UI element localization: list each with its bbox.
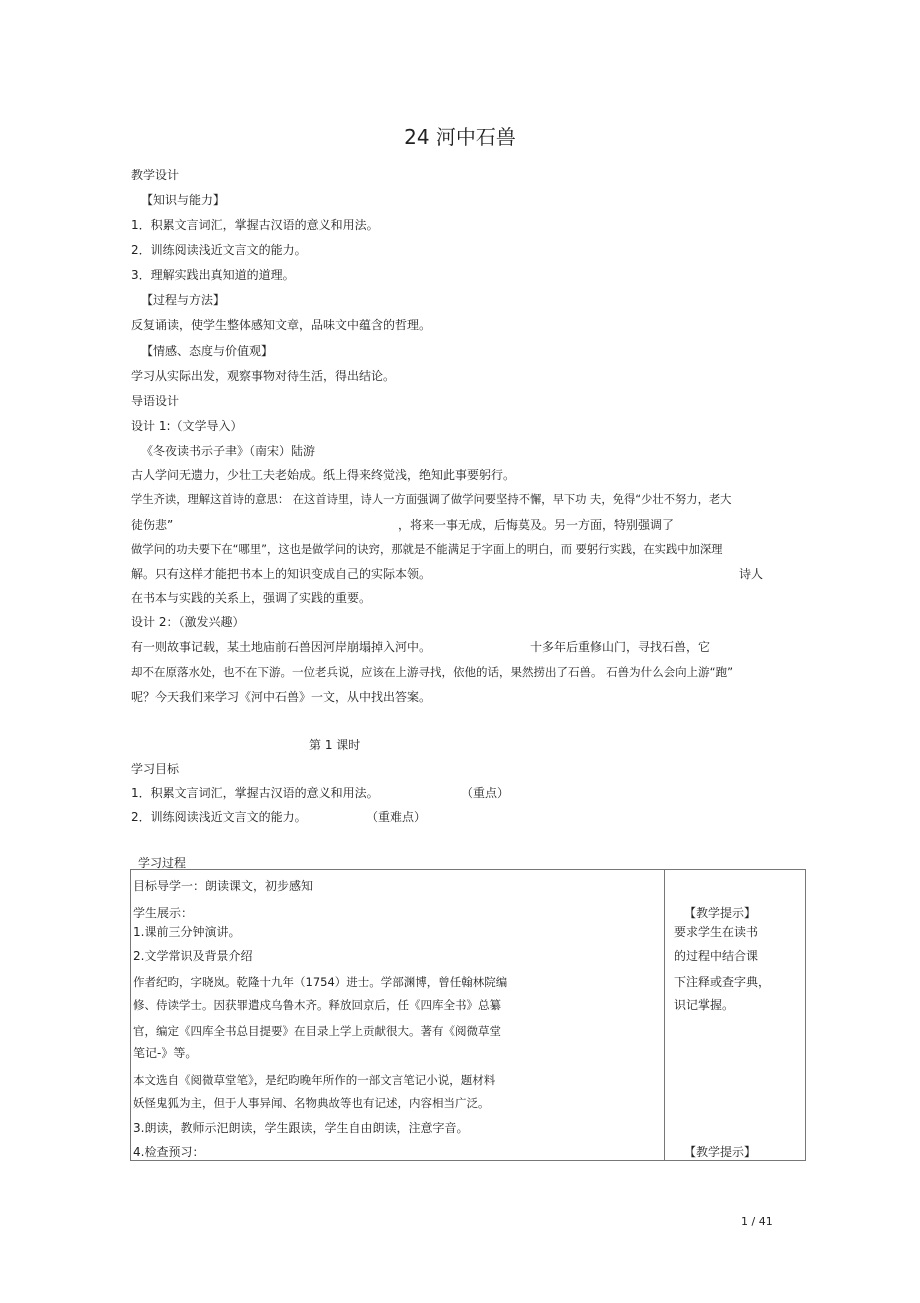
text-line: 有一则故事记载，某土地庙前石兽因河岸崩塌掉入河中。	[131, 640, 432, 654]
table-cell-text: 学生展示：	[133, 906, 194, 920]
table-cell-text: 官，编定《四库全书总目提要》在目录上学上贡献很大。著有《阅微草堂	[133, 1024, 501, 1038]
text-line: 1．积累文言词汇，掌握古汉语的意义和用法。	[131, 786, 379, 800]
text-line: 做学问的功夫要下在“哪里”，这也是做学问的诀窍，那就是不能满足于字面上的明白，而 要躬行实践，在实践中加深理	[131, 543, 723, 556]
text-line: 2．训练阅读浅近文言文的能力。	[131, 243, 307, 257]
text-line: 在书本与实践的关系上，强调了实践的重要。	[131, 591, 372, 605]
text-line: 十多年后重修山门，寻找石兽，它	[530, 640, 711, 654]
table-cell-text: 笔记-》等。	[133, 1046, 198, 1060]
lesson-heading: 第 1 课时	[309, 738, 361, 752]
text-line: 呢？今天我们来学习《河中石兽》一文，从中找出答案。	[131, 690, 432, 704]
text-line: 诗人	[739, 567, 764, 581]
text-line: （重点）	[461, 786, 510, 800]
text-line: 学习过程	[138, 856, 187, 870]
text-line: 设计 2：（激发兴趣）	[131, 615, 245, 629]
section-heading: 【情感、态度与价值观】	[141, 344, 274, 358]
text-line: 反复诵读，使学生整体感知文章，品味文中蕴含的哲理。	[131, 318, 432, 332]
table-cell-text: 1.课前三分钟演讲。	[133, 925, 241, 939]
table-cell-text: 修、侍读学士。因获罪遣戍乌鲁木齐。释放回京后，任《四库全书》总纂	[133, 998, 501, 1012]
section-heading: 【过程与方法】	[141, 293, 226, 307]
table-cell-text: 作者纪昀，字晓岚。乾隆十九年（1754）进士。学部渊博，曾任翰林院编	[133, 975, 508, 989]
text-line: 却不在原落水处，也不在下游。一位老兵说，应该在上游寻找，依他的话，果然捞出了石兽。 石兽为什么会向上游“跑”	[131, 665, 734, 679]
text-line: 2．训练阅读浅近文言文的能力。	[131, 810, 307, 824]
text-line: 学习目标	[131, 762, 180, 776]
section-heading: 【知识与能力】	[141, 193, 226, 207]
page-title: 24 河中石兽	[404, 125, 516, 149]
table-cell-text: 下注释或查字典，	[674, 975, 771, 989]
table-divider	[664, 870, 665, 1160]
table-cell-text: 3.朗读，教师示汜朗读，学生跟读，学生自由朗读，注意字音。	[133, 1121, 469, 1135]
text-line: 学生齐读，理解这首诗的意思： 在这首诗里，诗人一方面强调了做学问要坚持不懈，早下功 夫，免得“少壮不努力，老大	[131, 493, 732, 506]
text-line: 导语设计	[131, 394, 180, 408]
text-line: 设计 1:（文学导入）	[131, 419, 243, 433]
lesson-table	[130, 869, 806, 1161]
text-line: 《冬夜读书示子聿》（南宋）陆游	[141, 444, 316, 458]
text-line: 古人学问无遗力，少壮工夫老始成。纸上得来终觉浅，绝知此事要躬行。	[131, 468, 516, 482]
text-line: 教学设计	[131, 168, 180, 182]
table-cell-text: 本文选自《阅微草堂笔》，是纪昀晚年所作的一部文言笔记小说，题材料	[133, 1073, 496, 1087]
text-line: ，将来一事无成，后悔莫及。另一方面，特别强调了	[398, 518, 675, 532]
table-cell-text: 目标导学一：朗读课文，初步感知	[133, 879, 314, 893]
table-cell-text: 的过程中结合课	[674, 949, 759, 963]
table-cell-text: 要求学生在读书	[674, 925, 759, 939]
table-cell-text: 妖怪鬼狐为主，但于人事异闻、名物典故等也有记述，内容相当广泛。	[133, 1096, 490, 1110]
text-line: （重难点）	[366, 810, 427, 824]
table-cell-text: 识记掌握。	[674, 998, 735, 1012]
text-line: 1．积累文言词汇，掌握古汉语的意义和用法。	[131, 218, 379, 232]
text-line: 解。只有这样才能把书本上的知识变成自己的实际本领。	[131, 567, 432, 581]
text-line: 徒伤悲”	[131, 518, 174, 532]
page-number: 1 / 41	[741, 1215, 773, 1228]
teaching-tip-heading: 【教学提示】	[684, 1145, 757, 1159]
teaching-tip-heading: 【教学提示】	[684, 906, 757, 920]
table-cell-text: 2.文学常识及背景介绍	[133, 949, 253, 963]
text-line: 3．理解实践出真知道的道理。	[131, 268, 295, 282]
table-cell-text: 4.检查预习：	[133, 1145, 205, 1159]
text-line: 学习从实际出发，观察事物对待生活，得出结论。	[131, 369, 396, 383]
